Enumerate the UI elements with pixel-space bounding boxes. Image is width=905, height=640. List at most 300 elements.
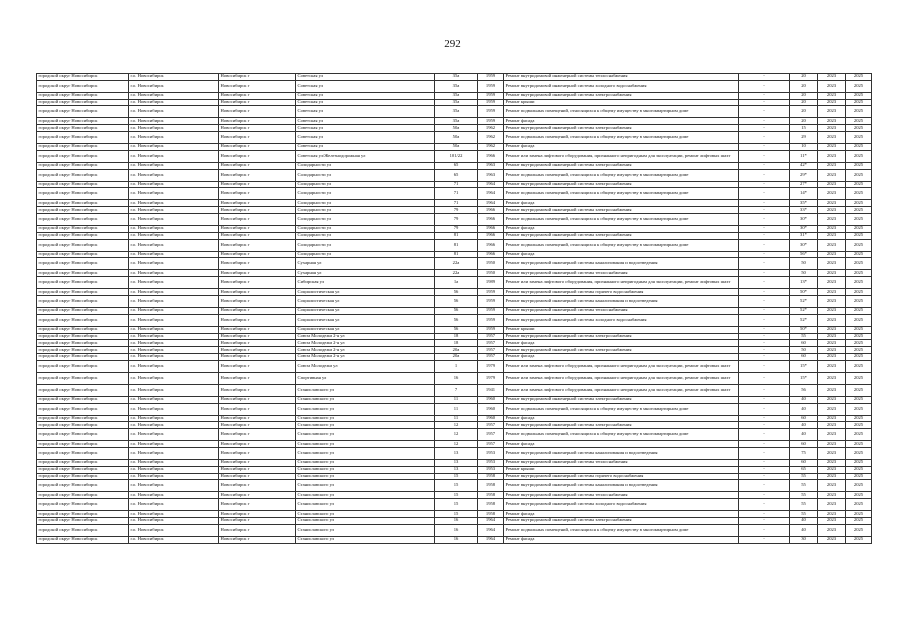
table-row: [37, 307, 872, 314]
municipality-cell: городской округ Новосибирск: [37, 333, 129, 340]
dash-cell: -: [739, 169, 790, 181]
dash-cell: -: [739, 459, 790, 466]
value-cell: 15*: [790, 360, 818, 372]
house-number-cell: 56: [435, 314, 478, 326]
year-start-cell: 2023: [818, 92, 846, 99]
work-type-cell: Ремонт фасада: [504, 200, 739, 207]
dash-cell: -: [739, 466, 790, 473]
city-cell: Новосибирск г: [219, 326, 296, 333]
city-cell: Новосибирск г: [219, 106, 296, 118]
year-start-cell: 2023: [818, 277, 846, 289]
house-number-cell: 56: [435, 326, 478, 333]
street-cell: Солидарности ул: [296, 207, 435, 214]
street-cell: Советская ул: [296, 80, 435, 92]
dash-cell: -: [739, 131, 790, 143]
district-cell: г.о. Новосибирск: [129, 232, 219, 239]
work-type-cell: Ремонт подвальных помещений, относящихся к общему имуществу в многоквартирном доме: [504, 169, 739, 181]
district-cell: г.о. Новосибирск: [129, 74, 219, 81]
work-type-cell: Ремонт внутридомовой инженерной системы электроснабжения: [504, 396, 739, 403]
house-number-cell: 81: [435, 232, 478, 239]
house-number-cell: 79: [435, 213, 478, 225]
municipality-cell: городской округ Новосибирск: [37, 239, 129, 251]
house-number-cell: 13: [435, 459, 478, 466]
year-end-cell: 2025: [846, 396, 872, 403]
house-number-cell: 35а: [435, 118, 478, 125]
street-cell: Сухарная ул: [296, 270, 435, 277]
year-end-cell: 2025: [846, 447, 872, 459]
build-year-cell: 1963: [478, 162, 504, 169]
dash-cell: -: [739, 251, 790, 258]
year-start-cell: 2023: [818, 125, 846, 132]
table-row: [37, 225, 872, 232]
year-end-cell: 2025: [846, 492, 872, 499]
district-cell: г.о. Новосибирск: [129, 188, 219, 200]
build-year-cell: 1959: [478, 92, 504, 99]
city-cell: Новосибирск г: [219, 251, 296, 258]
district-cell: г.о. Новосибирск: [129, 80, 219, 92]
district-cell: г.о. Новосибирск: [129, 270, 219, 277]
build-year-cell: 1957: [478, 347, 504, 354]
build-year-cell: 1941: [478, 384, 504, 396]
work-type-cell: Ремонт внутридомовой инженерной системы горячего водоснабжения: [504, 473, 739, 480]
value-cell: 50*: [790, 289, 818, 296]
district-cell: г.о. Новосибирск: [129, 473, 219, 480]
year-end-cell: 2025: [846, 74, 872, 81]
build-year-cell: 1964: [478, 188, 504, 200]
table-row: [37, 511, 872, 518]
build-year-cell: 1957: [478, 340, 504, 347]
table-row: [37, 459, 872, 466]
value-cell: 52*: [790, 307, 818, 314]
table-row: [37, 74, 872, 81]
year-start-cell: 2023: [818, 232, 846, 239]
house-number-cell: 101/22: [435, 150, 478, 162]
street-cell: Станиславского ул: [296, 466, 435, 473]
district-cell: г.о. Новосибирск: [129, 492, 219, 499]
work-type-cell: Ремонт подвальных помещений, относящихся к общему имуществу в многоквартирном доме: [504, 131, 739, 143]
work-type-cell: Ремонт фасада: [504, 225, 739, 232]
table-row: [37, 326, 872, 333]
works-table: [36, 73, 872, 544]
value-cell: 50: [790, 347, 818, 354]
dash-cell: -: [739, 492, 790, 499]
street-cell: Сибирская ул: [296, 277, 435, 289]
street-cell: Станиславского ул: [296, 511, 435, 518]
year-end-cell: 2025: [846, 441, 872, 448]
municipality-cell: городской округ Новосибирск: [37, 480, 129, 492]
municipality-cell: городской округ Новосибирск: [37, 270, 129, 277]
dash-cell: -: [739, 92, 790, 99]
value-cell: 20: [790, 118, 818, 125]
municipality-cell: городской округ Новосибирск: [37, 326, 129, 333]
municipality-cell: городской округ Новосибирск: [37, 384, 129, 396]
build-year-cell: 1960: [478, 403, 504, 415]
year-end-cell: 2025: [846, 225, 872, 232]
street-cell: Советская ул/Железнодорожная ул: [296, 150, 435, 162]
build-year-cell: 1953: [478, 459, 504, 466]
municipality-cell: городской округ Новосибирск: [37, 511, 129, 518]
street-cell: Станиславского ул: [296, 384, 435, 396]
municipality-cell: городской округ Новосибирск: [37, 125, 129, 132]
dash-cell: -: [739, 422, 790, 429]
city-cell: Новосибирск г: [219, 415, 296, 422]
municipality-cell: городской округ Новосибирск: [37, 251, 129, 258]
year-end-cell: 2025: [846, 106, 872, 118]
year-start-cell: 2023: [818, 415, 846, 422]
city-cell: Новосибирск г: [219, 150, 296, 162]
table-row: [37, 415, 872, 422]
dash-cell: -: [739, 473, 790, 480]
table-row: [37, 372, 872, 384]
table-row: [37, 92, 872, 99]
work-type-cell: Ремонт подвальных помещений, относящихся к общему имуществу в многоквартирном доме: [504, 106, 739, 118]
value-cell: 40: [790, 524, 818, 536]
municipality-cell: городской округ Новосибирск: [37, 143, 129, 150]
value-cell: 15: [790, 125, 818, 132]
work-type-cell: Ремонт крыши: [504, 466, 739, 473]
street-cell: Советская ул: [296, 131, 435, 143]
build-year-cell: 1962: [478, 125, 504, 132]
city-cell: Новосибирск г: [219, 295, 296, 307]
value-cell: 20: [790, 99, 818, 106]
value-cell: 40: [790, 422, 818, 429]
house-number-cell: 11: [435, 403, 478, 415]
value-cell: 75: [790, 447, 818, 459]
city-cell: Новосибирск г: [219, 270, 296, 277]
work-type-cell: Ремонт внутридомовой инженерной системы канализования и водоотведения: [504, 480, 739, 492]
dash-cell: -: [739, 403, 790, 415]
year-end-cell: 2025: [846, 459, 872, 466]
municipality-cell: городской округ Новосибирск: [37, 207, 129, 214]
year-start-cell: 2023: [818, 80, 846, 92]
year-start-cell: 2023: [818, 131, 846, 143]
city-cell: Новосибирск г: [219, 207, 296, 214]
work-type-cell: Ремонт фасада: [504, 118, 739, 125]
municipality-cell: городской округ Новосибирск: [37, 536, 129, 543]
city-cell: Новосибирск г: [219, 200, 296, 207]
year-start-cell: 2023: [818, 251, 846, 258]
house-number-cell: 56: [435, 295, 478, 307]
year-start-cell: 2023: [818, 396, 846, 403]
work-type-cell: Ремонт фасада: [504, 441, 739, 448]
city-cell: Новосибирск г: [219, 473, 296, 480]
year-start-cell: 2023: [818, 511, 846, 518]
house-number-cell: 20а: [435, 353, 478, 360]
district-cell: г.о. Новосибирск: [129, 511, 219, 518]
municipality-cell: городской округ Новосибирск: [37, 295, 129, 307]
year-start-cell: 2023: [818, 466, 846, 473]
house-number-cell: 15: [435, 480, 478, 492]
work-type-cell: Ремонт подвальных помещений, относящихся к общему имуществу в многоквартирном доме: [504, 213, 739, 225]
table-row: [37, 125, 872, 132]
value-cell: 30: [790, 536, 818, 543]
municipality-cell: городской округ Новосибирск: [37, 74, 129, 81]
year-end-cell: 2025: [846, 251, 872, 258]
build-year-cell: 1950: [478, 258, 504, 270]
build-year-cell: 1966: [478, 239, 504, 251]
municipality-cell: городской округ Новосибирск: [37, 524, 129, 536]
year-start-cell: 2023: [818, 150, 846, 162]
table-row: [37, 466, 872, 473]
work-type-cell: Ремонт внутридомовой инженерной системы теплоснабжения: [504, 74, 739, 81]
district-cell: г.о. Новосибирск: [129, 169, 219, 181]
district-cell: г.о. Новосибирск: [129, 251, 219, 258]
year-end-cell: 2025: [846, 295, 872, 307]
municipality-cell: городской округ Новосибирск: [37, 106, 129, 118]
value-cell: 55: [790, 473, 818, 480]
table-row: [37, 396, 872, 403]
street-cell: Союза Молодежи 2-я ул: [296, 347, 435, 354]
work-type-cell: Ремонт фасада: [504, 340, 739, 347]
house-number-cell: 50а: [435, 131, 478, 143]
table-row: [37, 517, 872, 524]
table-row: [37, 181, 872, 188]
build-year-cell: 1959: [478, 289, 504, 296]
street-cell: Социалистическая ул: [296, 326, 435, 333]
build-year-cell: 1958: [478, 480, 504, 492]
municipality-cell: городской округ Новосибирск: [37, 353, 129, 360]
dash-cell: -: [739, 188, 790, 200]
year-end-cell: 2025: [846, 258, 872, 270]
year-end-cell: 2025: [846, 422, 872, 429]
year-end-cell: 2025: [846, 239, 872, 251]
year-end-cell: 2025: [846, 118, 872, 125]
build-year-cell: 1959: [478, 74, 504, 81]
build-year-cell: 1979: [478, 360, 504, 372]
year-start-cell: 2023: [818, 314, 846, 326]
city-cell: Новосибирск г: [219, 181, 296, 188]
district-cell: г.о. Новосибирск: [129, 295, 219, 307]
district-cell: г.о. Новосибирск: [129, 441, 219, 448]
dash-cell: -: [739, 207, 790, 214]
dash-cell: -: [739, 499, 790, 511]
build-year-cell: 1962: [478, 131, 504, 143]
dash-cell: -: [739, 480, 790, 492]
year-end-cell: 2025: [846, 125, 872, 132]
district-cell: г.о. Новосибирск: [129, 314, 219, 326]
dash-cell: -: [739, 99, 790, 106]
work-type-cell: Ремонт или замена лифтового оборудования, признанного непригодным для эксплуатации, ремонт лифтовых шахт: [504, 150, 739, 162]
work-type-cell: Ремонт фасада: [504, 251, 739, 258]
house-number-cell: 50а: [435, 125, 478, 132]
table-row: [37, 213, 872, 225]
dash-cell: -: [739, 181, 790, 188]
year-end-cell: 2025: [846, 143, 872, 150]
municipality-cell: городской округ Новосибирск: [37, 429, 129, 441]
municipality-cell: городской округ Новосибирск: [37, 213, 129, 225]
year-end-cell: 2025: [846, 92, 872, 99]
work-type-cell: Ремонт или замена лифтового оборудования, признанного непригодным для эксплуатации, ремонт лифтовых шахт: [504, 372, 739, 384]
year-end-cell: 2025: [846, 340, 872, 347]
work-type-cell: Ремонт крыши: [504, 326, 739, 333]
house-number-cell: 81: [435, 239, 478, 251]
work-type-cell: Ремонт фасада: [504, 353, 739, 360]
value-cell: 40: [790, 403, 818, 415]
work-type-cell: Ремонт внутридомовой инженерной системы электроснабжения: [504, 517, 739, 524]
value-cell: 65: [790, 466, 818, 473]
value-cell: 14*: [790, 188, 818, 200]
municipality-cell: городской округ Новосибирск: [37, 188, 129, 200]
municipality-cell: городской округ Новосибирск: [37, 289, 129, 296]
work-type-cell: Ремонт внутридомовой инженерной системы электроснабжения: [504, 181, 739, 188]
house-number-cell: 35а: [435, 106, 478, 118]
house-number-cell: 22а: [435, 270, 478, 277]
build-year-cell: 1959: [478, 106, 504, 118]
city-cell: Новосибирск г: [219, 80, 296, 92]
city-cell: Новосибирск г: [219, 99, 296, 106]
value-cell: 50*: [790, 326, 818, 333]
house-number-cell: 71: [435, 181, 478, 188]
value-cell: 29: [790, 131, 818, 143]
year-end-cell: 2025: [846, 99, 872, 106]
works-table-body: [37, 74, 872, 544]
table-row: [37, 524, 872, 536]
year-start-cell: 2023: [818, 162, 846, 169]
year-start-cell: 2023: [818, 270, 846, 277]
city-cell: Новосибирск г: [219, 340, 296, 347]
house-number-cell: 50а: [435, 143, 478, 150]
value-cell: 40: [790, 429, 818, 441]
city-cell: Новосибирск г: [219, 225, 296, 232]
street-cell: Советская ул: [296, 118, 435, 125]
municipality-cell: городской округ Новосибирск: [37, 459, 129, 466]
work-type-cell: Ремонт или замена лифтового оборудования, признанного непригодным для эксплуатации, ремонт лифтовых шахт: [504, 384, 739, 396]
year-start-cell: 2023: [818, 258, 846, 270]
district-cell: г.о. Новосибирск: [129, 277, 219, 289]
value-cell: 40: [790, 517, 818, 524]
district-cell: г.о. Новосибирск: [129, 225, 219, 232]
table-row: [37, 188, 872, 200]
year-end-cell: 2025: [846, 511, 872, 518]
city-cell: Новосибирск г: [219, 125, 296, 132]
table-row: [37, 143, 872, 150]
year-start-cell: 2023: [818, 74, 846, 81]
dash-cell: -: [739, 326, 790, 333]
city-cell: Новосибирск г: [219, 277, 296, 289]
street-cell: Станиславского ул: [296, 473, 435, 480]
street-cell: Солидарности ул: [296, 169, 435, 181]
city-cell: Новосибирск г: [219, 353, 296, 360]
value-cell: 20: [790, 106, 818, 118]
municipality-cell: городской округ Новосибирск: [37, 441, 129, 448]
street-cell: Солидарности ул: [296, 239, 435, 251]
year-end-cell: 2025: [846, 277, 872, 289]
build-year-cell: 1964: [478, 181, 504, 188]
year-end-cell: 2025: [846, 353, 872, 360]
value-cell: 20: [790, 92, 818, 99]
city-cell: Новосибирск г: [219, 447, 296, 459]
dash-cell: -: [739, 353, 790, 360]
table-row: [37, 422, 872, 429]
year-end-cell: 2025: [846, 162, 872, 169]
build-year-cell: 1959: [478, 99, 504, 106]
house-number-cell: 18: [435, 340, 478, 347]
value-cell: 20: [790, 74, 818, 81]
district-cell: г.о. Новосибирск: [129, 422, 219, 429]
year-start-cell: 2023: [818, 459, 846, 466]
year-start-cell: 2023: [818, 118, 846, 125]
build-year-cell: 1964: [478, 200, 504, 207]
municipality-cell: городской округ Новосибирск: [37, 492, 129, 499]
street-cell: Станиславского ул: [296, 429, 435, 441]
value-cell: 56: [790, 384, 818, 396]
year-start-cell: 2023: [818, 353, 846, 360]
work-type-cell: Ремонт подвальных помещений, относящихся к общему имуществу в многоквартирном доме: [504, 403, 739, 415]
house-number-cell: 56: [435, 289, 478, 296]
district-cell: г.о. Новосибирск: [129, 384, 219, 396]
city-cell: Новосибирск г: [219, 511, 296, 518]
table-row: [37, 169, 872, 181]
build-year-cell: 1957: [478, 353, 504, 360]
dash-cell: -: [739, 225, 790, 232]
district-cell: г.о. Новосибирск: [129, 181, 219, 188]
street-cell: Станиславского ул: [296, 441, 435, 448]
district-cell: г.о. Новосибирск: [129, 396, 219, 403]
district-cell: г.о. Новосибирск: [129, 353, 219, 360]
build-year-cell: 1953: [478, 466, 504, 473]
build-year-cell: 1957: [478, 333, 504, 340]
dash-cell: -: [739, 118, 790, 125]
house-number-cell: 13: [435, 447, 478, 459]
district-cell: г.о. Новосибирск: [129, 429, 219, 441]
city-cell: Новосибирск г: [219, 169, 296, 181]
table-row: [37, 314, 872, 326]
year-end-cell: 2025: [846, 415, 872, 422]
work-type-cell: Ремонт внутридомовой инженерной системы электроснабжения: [504, 232, 739, 239]
year-end-cell: 2025: [846, 517, 872, 524]
table-row: [37, 360, 872, 372]
district-cell: г.о. Новосибирск: [129, 143, 219, 150]
year-start-cell: 2023: [818, 213, 846, 225]
house-number-cell: 12: [435, 429, 478, 441]
table-row: [37, 270, 872, 277]
value-cell: 50: [790, 270, 818, 277]
house-number-cell: 15: [435, 499, 478, 511]
street-cell: Сухарная ул: [296, 258, 435, 270]
table-row: [37, 384, 872, 396]
dash-cell: -: [739, 360, 790, 372]
value-cell: 60: [790, 441, 818, 448]
dash-cell: -: [739, 150, 790, 162]
table-row: [37, 162, 872, 169]
dash-cell: -: [739, 511, 790, 518]
street-cell: Солидарности ул: [296, 188, 435, 200]
district-cell: г.о. Новосибирск: [129, 499, 219, 511]
year-end-cell: 2025: [846, 314, 872, 326]
district-cell: г.о. Новосибирск: [129, 258, 219, 270]
table-row: [37, 441, 872, 448]
year-end-cell: 2025: [846, 360, 872, 372]
work-type-cell: Ремонт внутридомовой инженерной системы канализования и водоотведения: [504, 295, 739, 307]
work-type-cell: Ремонт подвальных помещений, относящихся к общему имуществу в многоквартирном доме: [504, 429, 739, 441]
year-end-cell: 2025: [846, 207, 872, 214]
street-cell: Спортивная ул: [296, 372, 435, 384]
district-cell: г.о. Новосибирск: [129, 403, 219, 415]
table-row: [37, 131, 872, 143]
house-number-cell: 71: [435, 200, 478, 207]
city-cell: Новосибирск г: [219, 466, 296, 473]
house-number-cell: 16: [435, 372, 478, 384]
street-cell: Советская ул: [296, 106, 435, 118]
work-type-cell: Ремонт крыши: [504, 99, 739, 106]
build-year-cell: 1966: [478, 207, 504, 214]
year-start-cell: 2023: [818, 517, 846, 524]
year-start-cell: 2023: [818, 340, 846, 347]
build-year-cell: 1989: [478, 277, 504, 289]
municipality-cell: городской округ Новосибирск: [37, 307, 129, 314]
table-row: [37, 150, 872, 162]
municipality-cell: городской округ Новосибирск: [37, 447, 129, 459]
